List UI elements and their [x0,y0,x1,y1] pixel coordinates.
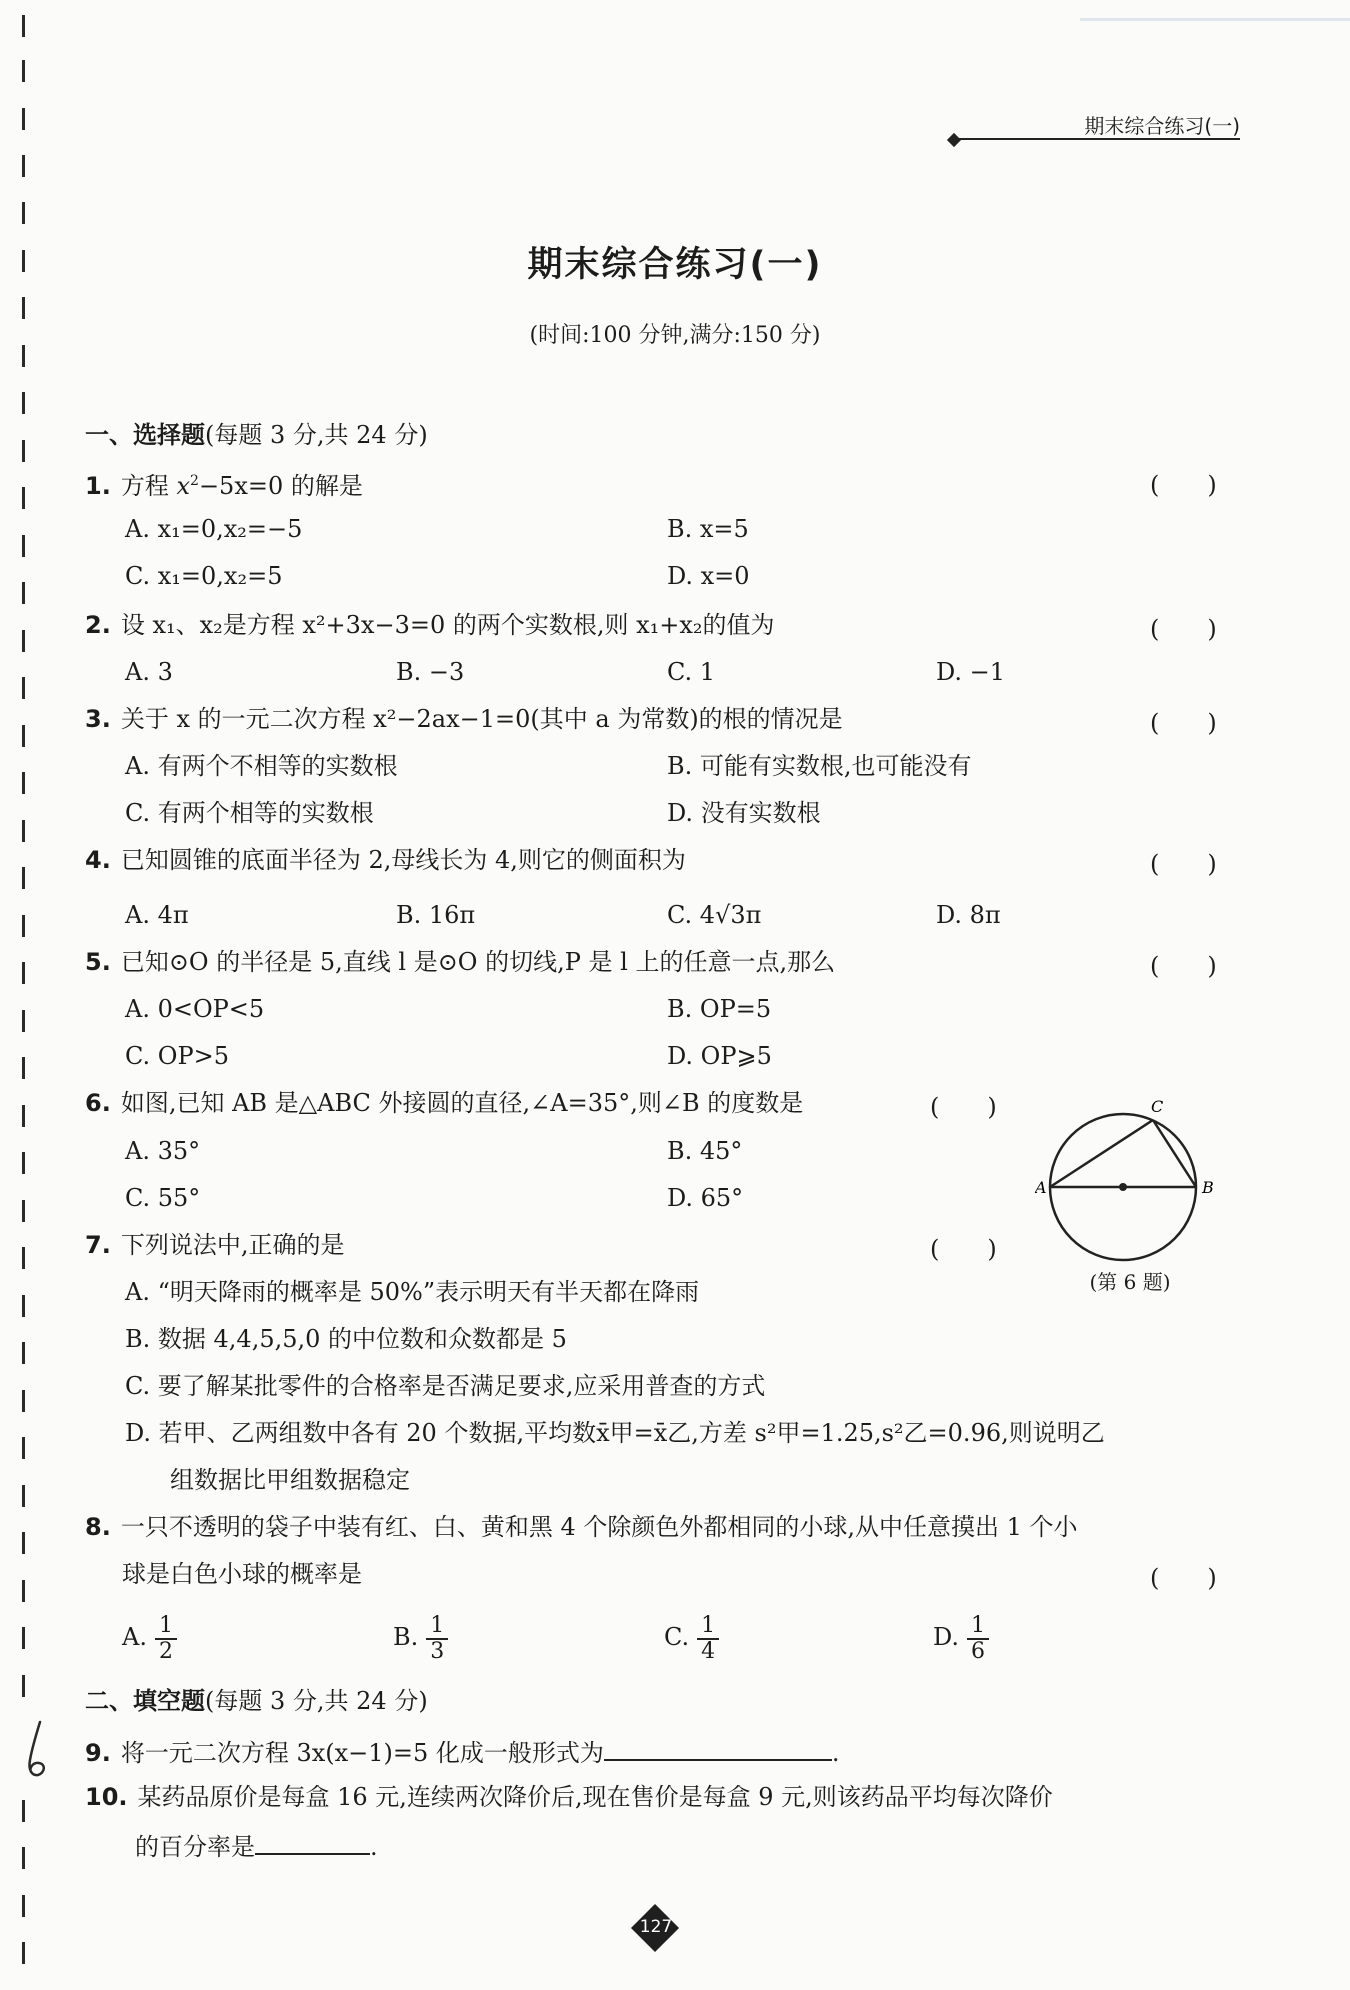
q7-option-b: B. 数据 4,4,5,5,0 的中位数和众数都是 5 [125,1325,567,1353]
q3-option-c: C. 有两个相等的实数根 [125,799,374,827]
q5-option-c: C. OP>5 [125,1042,229,1070]
q9-answer-blank[interactable] [604,1735,832,1761]
q7-answer-paren: ( ) [930,1235,997,1263]
handwritten-pen-mark [20,1720,60,1780]
running-title: 期末综合练习(一) [1084,114,1240,138]
q8-stem-continued: 球是白色小球的概率是 [122,1560,362,1588]
q6-answer-paren: ( ) [930,1093,997,1121]
section-1-heading: 一、选择题(每题 3 分,共 24 分) [85,421,428,449]
q4-option-d: D. 8π [936,901,1001,929]
q8-option-d: D. $\frac{1}{6}$ [933,1610,989,1664]
section-2-heading: 二、填空题(每题 3 分,共 24 分) [85,1687,428,1715]
q7-stem: 7. 下列说法中,正确的是 [85,1231,345,1259]
q2-option-d: D. −1 [936,658,1006,686]
point-label-a: A [1035,1178,1047,1197]
q3-option-a: A. 有两个不相等的实数根 [125,752,398,780]
q1-option-a: A. x₁=0,x₂=−5 [125,515,303,543]
q6-option-a: A. 35° [125,1137,201,1165]
q5-stem: 5. 已知⊙O 的半径是 5,直线 l 是⊙O 的切线,P 是 l 上的任意一点,那么 [85,948,836,976]
q8-stem: 8. 一只不透明的袋子中装有红、白、黄和黑 4 个除颜色外都相同的小球,从中任意摸出 1 个小 [85,1513,1078,1541]
point-label-b: B [1202,1178,1214,1197]
header-diamond-icon [947,133,961,147]
q1-option-b: B. x=5 [667,515,749,543]
q3-answer-paren: ( ) [1150,709,1217,737]
q3-stem: 3. 关于 x 的一元二次方程 x²−2ax−1=0(其中 a 为常数)的根的情况是 [85,705,843,733]
segment-ac [1050,1120,1153,1187]
q4-stem: 4. 已知圆锥的底面半径为 2,母线长为 4,则它的侧面积为 [85,846,686,874]
q3-option-d: D. 没有实数根 [667,799,821,827]
q4-option-a: A. 4π [125,901,189,929]
page-title: 期末综合练习(一) [527,245,823,285]
binding-marks [22,0,26,1990]
q6-stem: 6. 如图,已知 AB 是△ABC 外接圆的直径,∠A=35°,则∠B 的度数是 [85,1089,804,1117]
q2-option-a: A. 3 [125,658,173,686]
q5-option-a: A. 0<OP<5 [125,995,265,1023]
q2-option-b: B. −3 [396,658,465,686]
q2-option-c: C. 1 [667,658,716,686]
q1-option-c: C. x₁=0,x₂=5 [125,562,283,590]
q5-option-b: B. OP=5 [667,995,772,1023]
q7-option-d-continued: 组数据比甲组数据稳定 [170,1466,410,1494]
q3-option-b: B. 可能有实数根,也可能没有 [667,752,972,780]
q10-answer-blank[interactable] [255,1829,370,1855]
q6-figure-caption: (第 6 题) [1089,1270,1171,1294]
q1-stem: 1. 方程 $x^2-5x=0$ 的解是 [85,472,363,500]
q4-option-b: B. 16π [396,901,476,929]
q9-stem: 9. 将一元二次方程 3x(x−1)=5 化成一般形式为 . [85,1735,840,1768]
q10-stem-continued: 的百分率是 . [135,1829,378,1862]
q7-option-c: C. 要了解某批零件的合格率是否满足要求,应采用普查的方式 [125,1372,766,1400]
q4-answer-paren: ( ) [1150,850,1217,878]
page-number: 127 [639,1917,673,1937]
q8-option-c: C. $\frac{1}{4}$ [664,1610,719,1664]
q5-option-d: D. OP⩾5 [667,1042,772,1070]
fraction: $\frac{1}{2}$ [155,1614,177,1664]
header-rule [955,138,1240,140]
q8-option-a: A. $\frac{1}{2}$ [122,1610,177,1664]
running-header [955,110,1240,136]
q6-option-d: D. 65° [667,1184,744,1212]
fraction: $\frac{1}{3}$ [426,1614,448,1664]
point-label-c: C [1151,1100,1164,1116]
fraction: $\frac{1}{4}$ [697,1614,719,1664]
page-number-badge [632,1905,680,1953]
center-point [1119,1183,1127,1191]
fraction: $\frac{1}{6}$ [967,1614,989,1664]
corner-line [1080,18,1350,21]
segment-cb [1153,1120,1196,1187]
q10-stem: 10. 某药品原价是每盒 16 元,连续两次降价后,现在售价是每盒 9 元,则该药品平均每次降价 [85,1783,1053,1811]
q7-option-a: A. “明天降雨的概率是 50%”表示明天有半天都在降雨 [125,1278,700,1306]
q5-answer-paren: ( ) [1150,952,1217,980]
q1-option-d: D. x=0 [667,562,750,590]
q6-option-c: C. 55° [125,1184,201,1212]
q1-answer-paren: ( ) [1150,471,1217,499]
q7-option-d: D. 若甲、乙两组数中各有 20 个数据,平均数x̄甲=x̄乙,方差 s²甲=1.25,s²乙=0.96,则说明乙 [125,1419,1105,1447]
q2-stem: 2. 设 x₁、x₂是方程 x²+3x−3=0 的两个实数根,则 x₁+x₂的值为 [85,611,775,639]
q8-answer-paren: ( ) [1150,1564,1217,1592]
q8-option-b: B. $\frac{1}{3}$ [393,1610,448,1664]
q6-option-b: B. 45° [667,1137,743,1165]
page-subtitle: (时间:100 分钟,满分:150 分) [529,323,821,348]
q4-option-c: C. 4√3π [667,901,762,929]
q2-answer-paren: ( ) [1150,615,1217,643]
